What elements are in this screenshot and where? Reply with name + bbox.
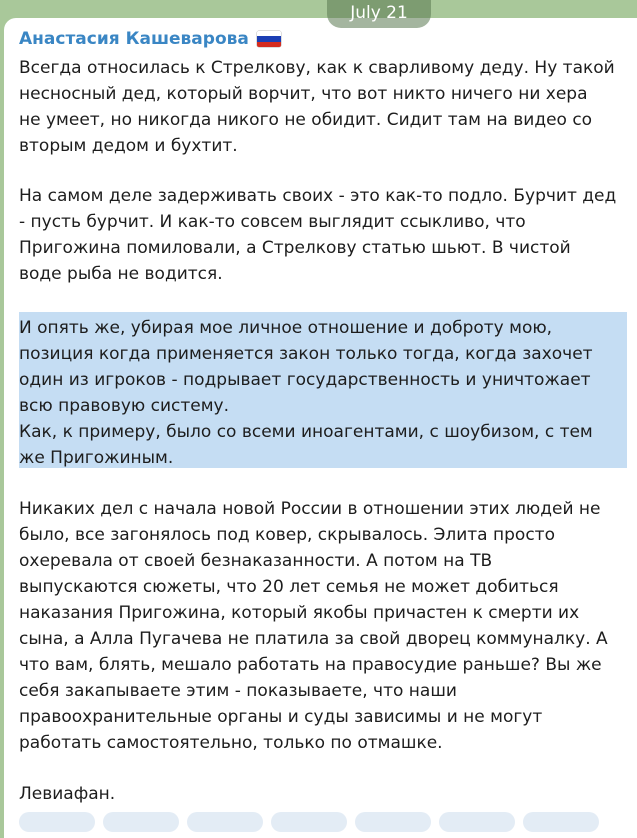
message-paragraph-1: Всегда относилась к Стрелкову, как к сварливому деду. Ну такой несносный дед, который ворчит, что вот никто ничего ни хера не умеет, но никогда никого не обидит. Сидит там на видео со вторым дедом и бухтит. (19, 58, 615, 156)
date-badge: July 21 (327, 0, 431, 28)
message-paragraph-3-selected[interactable]: И опять же, убирая мое личное отношение и доброту мою, позиция когда применяется закон только тогда, когда захочет один из игроков - подрывает государственность и уничтожает всю правовую систему. Как, к примеру, было со всеми иноагентами, с шоубизом, с тем же Пригожиным. (19, 318, 593, 468)
reaction-chip[interactable] (439, 812, 515, 832)
reaction-chip[interactable] (271, 812, 347, 832)
reaction-chip[interactable] (187, 812, 263, 832)
reaction-chip[interactable] (355, 812, 431, 832)
reaction-chip[interactable] (523, 812, 599, 832)
message-paragraph-4: Никаких дел с начала новой России в отношении этих людей не было, все загонялось под ковер, скрывалось. Элита просто охеревала от своей безнаказанности. А потом на ТВ выпускаются сюжеты, что 20 лет семья не может добиться наказания Пригожина, который якобы причастен к смерти их сына, а Алла Пугачева не платила за свой дворец коммуналку. А что вам, блять, мешало работать на правосудие раньше? Вы же себя закапываете этим - показываете, что наши правоохранительные органы и суды зависимы и не могут работать самостоятельно, только по отмашке. (19, 499, 608, 753)
reactions-row (19, 812, 599, 832)
sender-name[interactable]: Анастасия Кашеварова (19, 29, 249, 49)
message-paragraph-2: На самом деле задерживать своих - это как-то подло. Бурчит дед - пусть бурчит. И как-то совсем выглядит ссыкливо, что Пригожина помиловали, а Стрелкову статью шьют. В чистой воде рыба не водится. (19, 186, 617, 284)
reaction-chip[interactable] (19, 812, 95, 832)
russia-flag-icon (257, 31, 281, 47)
sender-header[interactable] (19, 29, 281, 49)
reaction-chip[interactable] (103, 812, 179, 832)
message-paragraph-5: Левиафан. (19, 784, 116, 804)
